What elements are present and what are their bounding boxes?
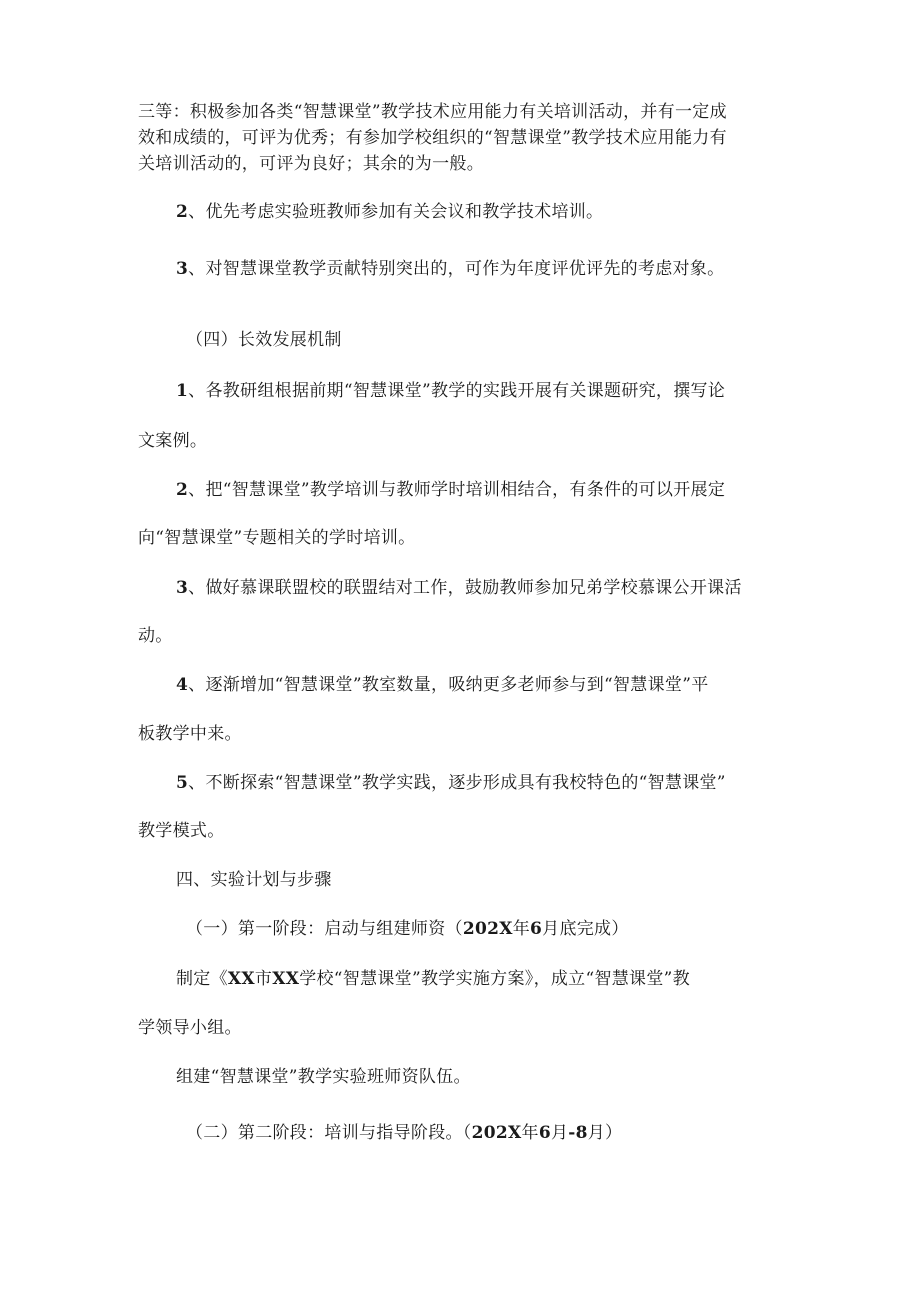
plan-text: 制定《 <box>176 969 228 989</box>
paragraph-line: 教学模式。 <box>138 821 225 841</box>
plan-city: XX <box>227 969 255 989</box>
paragraph-line <box>176 968 690 990</box>
item-text: 、做好慕课联盟校的联盟结对工作，鼓励教师参加兄弟学校慕课公开课活 <box>188 578 742 598</box>
stage-month: 6 <box>530 919 543 939</box>
stage-mid: 年 <box>512 919 531 939</box>
stage-mid: 年 <box>521 1123 539 1143</box>
paragraph-line: 文案例。 <box>138 431 208 451</box>
plan-text: 学校“智慧课堂”教学实施方案》，成立“智慧课堂”教 <box>299 969 690 989</box>
list-item <box>176 674 709 696</box>
list-item <box>176 258 724 280</box>
item-text: 、各教研组根据前期“智慧课堂”教学的实践开展有关课题研究，撰写论 <box>188 381 726 401</box>
stage-heading <box>186 1122 622 1144</box>
stage-prefix: （一）第一阶段：启动与组建师资（ <box>186 919 463 939</box>
item-number: 5 <box>176 773 189 793</box>
list-item <box>176 380 725 402</box>
item-number: 2 <box>176 480 189 500</box>
list-item <box>176 479 725 501</box>
stage-year: 202X <box>462 919 513 939</box>
paragraph-line: 学领导小组。 <box>138 1018 242 1038</box>
chapter-heading: 四、实验计划与步骤 <box>176 870 332 890</box>
paragraph-line: 动。 <box>138 626 173 646</box>
list-item <box>176 577 742 599</box>
section-heading: （四）长效发展机制 <box>186 330 342 350</box>
paragraph-line: 效和成绩的，可评为优秀；有参加学校组织的“智慧课堂”教学技术应用能力有 <box>138 128 727 148</box>
list-item <box>176 201 603 223</box>
item-number: 1 <box>176 381 189 401</box>
list-item <box>176 772 726 794</box>
plan-text: 市 <box>254 969 273 989</box>
stage-month: -8 <box>568 1123 588 1143</box>
stage-year: 202X <box>471 1123 522 1143</box>
item-number: 2 <box>176 202 189 222</box>
item-number: 4 <box>176 675 189 695</box>
item-number: 3 <box>176 578 189 598</box>
item-text: 、把“智慧课堂”教学培训与教师学时培训相结合，有条件的可以开展定 <box>188 480 726 500</box>
plan-school: XX <box>272 969 300 989</box>
stage-suffix: 月底完成） <box>542 919 629 939</box>
stage-month: 6 <box>538 1123 551 1143</box>
paragraph-line: 三等：积极参加各类“智慧课堂”教学技术应用能力有关培训活动，并有一定成 <box>138 102 727 122</box>
stage-mid: 月 <box>550 1123 569 1143</box>
item-text: 、优先考虑实验班教师参加有关会议和教学技术培训。 <box>188 202 604 222</box>
paragraph-line: 板教学中来。 <box>138 724 242 744</box>
item-text: 、逐渐增加“智慧课堂”教室数量，吸纳更多老师参与到“智慧课堂”平 <box>188 675 709 695</box>
paragraph-line: 向“智慧课堂”专题相关的学时培训。 <box>138 528 416 548</box>
item-text: 、不断探索“智慧课堂”教学实践，逐步形成具有我校特色的“智慧课堂” <box>188 773 726 793</box>
paragraph-line: 组建“智慧课堂”教学实验班师资队伍。 <box>176 1067 471 1087</box>
paragraph-line: 关培训活动的，可评为良好；其余的为一般。 <box>138 154 484 174</box>
item-number: 3 <box>176 259 189 279</box>
item-text: 、对智慧课堂教学贡献特别突出的，可作为年度评优评先的考虑对象。 <box>188 259 725 279</box>
stage-heading <box>186 918 629 940</box>
stage-prefix: （二）第二阶段：培训与指导阶段。（ <box>186 1123 472 1143</box>
stage-suffix: 月） <box>587 1123 623 1143</box>
